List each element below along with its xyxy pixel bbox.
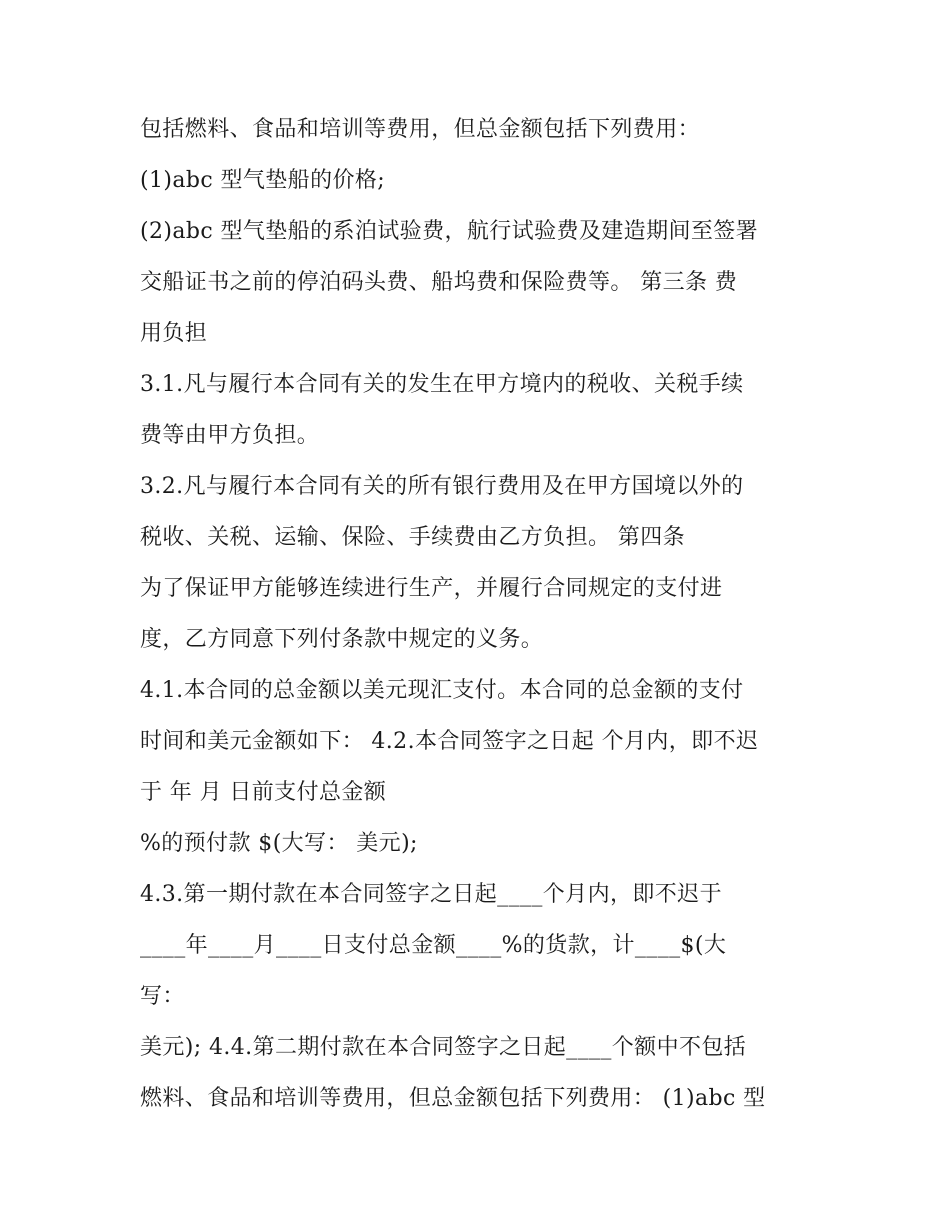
text-line: 为了保证甲方能够连续进行生产，并履行合同规定的支付进 xyxy=(140,576,723,601)
text-line: 美元); 4.4.第二期付款在本合同签字之日起____个额中不包括 xyxy=(140,1035,747,1060)
text-line: 税收、关税、运输、保险、手续费由乙方负担。 第四条 xyxy=(140,525,685,550)
text-line: 时间和美元金额如下： 4.2.本合同签字之日起 个月内，即不迟 xyxy=(140,729,759,754)
text-line: 燃料、食品和培训等费用，但总金额包括下列费用： (1)abc 型 xyxy=(140,1086,766,1111)
text-line: %的预付款 $(大写： 美元); xyxy=(140,831,418,856)
text-line: 写： xyxy=(140,984,185,1009)
text-line: (1)abc 型气垫船的价格; xyxy=(140,168,386,193)
text-line: 交船证书之前的停泊码头费、船坞费和保险费等。 第三条 费 xyxy=(140,270,738,295)
text-line: 用负担 xyxy=(140,321,208,346)
text-line: 4.1.本合同的总金额以美元现汇支付。本合同的总金额的支付 xyxy=(140,678,744,703)
text-line: 3.1.凡与履行本合同有关的发生在甲方境内的税收、关税手续 xyxy=(140,372,744,397)
text-line: (2)abc 型气垫船的系泊试验费，航行试验费及建造期间至签署 xyxy=(140,219,759,244)
text-line: 4.3.第一期付款在本合同签字之日起____个月内，即不迟于 xyxy=(140,882,722,907)
text-line: 费等由甲方负担。 xyxy=(140,423,320,448)
text-line: 3.2.凡与履行本合同有关的所有银行费用及在甲方国境以外的 xyxy=(140,474,744,499)
text-line: 度，乙方同意下列付条款中规定的义务。 xyxy=(140,627,544,652)
text-line: ____年____月____日支付总金额____%的货款，计____$(大 xyxy=(140,933,727,958)
text-line: 于 年 月 日前支付总金额 xyxy=(140,780,387,805)
text-line: 包括燃料、食品和培训等费用，但总金额包括下列费用： xyxy=(140,117,701,142)
contract-text-body xyxy=(140,107,820,1127)
